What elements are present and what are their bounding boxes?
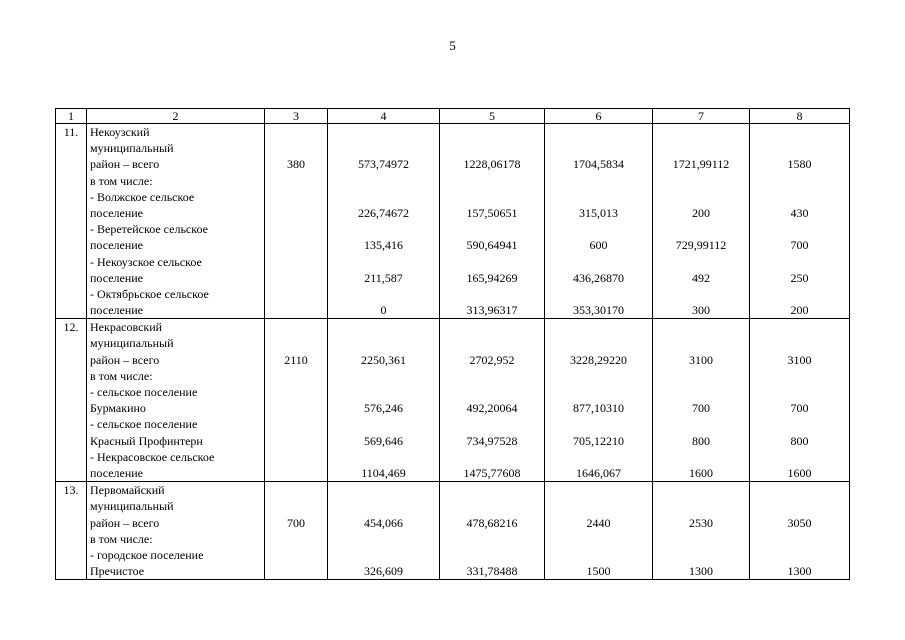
value-text: 734,97528 bbox=[466, 433, 518, 448]
value-text: 0 bbox=[380, 303, 387, 318]
value-text: 1300 bbox=[689, 564, 713, 579]
empty-line bbox=[443, 189, 541, 205]
empty-line bbox=[443, 319, 541, 335]
empty-line bbox=[268, 286, 324, 302]
empty-line bbox=[548, 221, 649, 237]
empty-line bbox=[268, 482, 324, 498]
row-number-text: 12. bbox=[63, 320, 79, 335]
column-header: 6 bbox=[545, 109, 653, 124]
row-name-line: муниципальный bbox=[90, 336, 174, 351]
value-text: 135,416 bbox=[364, 238, 403, 253]
empty-line bbox=[443, 547, 541, 563]
row-number bbox=[56, 124, 87, 319]
value-text: 315,013 bbox=[579, 205, 618, 220]
empty-line bbox=[548, 124, 649, 140]
row-name-line: муниципальный bbox=[90, 499, 174, 514]
value-text: 800 bbox=[692, 433, 710, 448]
empty-line bbox=[443, 286, 541, 302]
empty-line bbox=[753, 189, 846, 205]
value-text: 1500 bbox=[586, 564, 611, 579]
empty-line bbox=[443, 254, 541, 270]
value-text: 705,12210 bbox=[573, 433, 624, 448]
empty-line bbox=[656, 173, 746, 189]
empty-line bbox=[331, 368, 436, 384]
empty-line bbox=[656, 482, 746, 498]
value-text: 3228,29220 bbox=[570, 352, 627, 367]
empty-line bbox=[268, 531, 324, 547]
empty-line bbox=[331, 384, 436, 400]
value-cell-col-4 bbox=[328, 124, 440, 319]
empty-line bbox=[753, 368, 846, 384]
row-name-line: - Некрасовское сельское bbox=[90, 449, 215, 464]
row-number-text: 13. bbox=[63, 483, 79, 498]
empty-line bbox=[548, 189, 649, 205]
empty-line bbox=[268, 368, 324, 384]
value-text: 1721,99112 bbox=[672, 157, 730, 172]
row-name-line: - Волжское сельское bbox=[90, 189, 195, 204]
empty-line bbox=[443, 368, 541, 384]
column-header: 2 bbox=[87, 109, 265, 124]
value-cell-col-6 bbox=[545, 319, 653, 482]
empty-line bbox=[443, 482, 541, 498]
value-text: 1600 bbox=[787, 465, 812, 480]
row-name-line: в том числе: bbox=[90, 173, 153, 188]
value-text: 436,26870 bbox=[573, 270, 624, 285]
value-text: 200 bbox=[692, 205, 710, 220]
empty-line bbox=[656, 221, 746, 237]
empty-line bbox=[268, 547, 324, 563]
value-cell-col-7 bbox=[653, 482, 750, 580]
value-text: 250 bbox=[790, 270, 809, 285]
empty-line bbox=[548, 368, 649, 384]
value-text: 300 bbox=[692, 303, 710, 318]
row-name-line: Пречистое bbox=[90, 564, 145, 579]
value-cell-col-8 bbox=[750, 319, 850, 482]
empty-line bbox=[753, 416, 846, 432]
value-text: 157,50651 bbox=[466, 205, 518, 220]
row-name-line: Некоузский bbox=[90, 125, 150, 139]
empty-line bbox=[753, 498, 846, 514]
row-name-line: поселение bbox=[90, 303, 144, 318]
value-text: 2530 bbox=[689, 515, 713, 530]
value-text: 877,10310 bbox=[573, 401, 624, 416]
empty-line bbox=[548, 482, 649, 498]
table-row bbox=[56, 482, 850, 580]
empty-line bbox=[656, 286, 746, 302]
value-text: 165,94269 bbox=[466, 270, 518, 285]
empty-line bbox=[268, 173, 324, 189]
value-cell-col-3 bbox=[265, 482, 328, 580]
empty-line bbox=[656, 547, 746, 563]
empty-line bbox=[548, 384, 649, 400]
empty-line bbox=[753, 384, 846, 400]
column-header: 7 bbox=[653, 109, 750, 124]
empty-line bbox=[268, 189, 324, 205]
value-text: 226,74672 bbox=[358, 205, 409, 220]
value-text bbox=[268, 465, 324, 481]
empty-line bbox=[753, 286, 846, 302]
empty-line bbox=[443, 498, 541, 514]
empty-line bbox=[331, 189, 436, 205]
empty-line bbox=[331, 319, 436, 335]
empty-line bbox=[753, 531, 846, 547]
empty-line bbox=[443, 221, 541, 237]
row-name-line: район – всего bbox=[90, 515, 160, 530]
row-name-line: - Веретейское сельское bbox=[90, 222, 208, 237]
value-text: 573,74972 bbox=[358, 157, 409, 172]
value-text: 1600 bbox=[689, 465, 713, 480]
empty-line bbox=[331, 254, 436, 270]
empty-line bbox=[753, 254, 846, 270]
value-text: 2250,361 bbox=[361, 352, 406, 367]
row-name-line: район – всего bbox=[90, 352, 160, 367]
empty-line bbox=[656, 416, 746, 432]
empty-line bbox=[443, 335, 541, 351]
value-cell-col-5 bbox=[440, 319, 545, 482]
value-text: 430 bbox=[790, 205, 809, 220]
empty-line bbox=[331, 416, 436, 432]
empty-line bbox=[656, 368, 746, 384]
row-name bbox=[87, 319, 265, 482]
empty-line bbox=[753, 335, 846, 351]
empty-line bbox=[753, 449, 846, 465]
empty-line bbox=[443, 173, 541, 189]
table-row bbox=[56, 124, 850, 319]
value-text: 700 bbox=[692, 401, 710, 416]
empty-line bbox=[753, 124, 846, 140]
row-name-line: - городское поселение bbox=[90, 547, 204, 562]
value-text: 1104,469 bbox=[361, 465, 406, 480]
value-text: 1300 bbox=[787, 564, 812, 579]
column-header: 8 bbox=[750, 109, 850, 124]
row-name-line: - сельское поселение bbox=[90, 417, 198, 432]
empty-line bbox=[548, 254, 649, 270]
empty-line bbox=[548, 416, 649, 432]
empty-line bbox=[331, 531, 436, 547]
empty-line bbox=[268, 416, 324, 432]
value-text: 700 bbox=[790, 238, 809, 253]
value-text: 2702,952 bbox=[469, 352, 515, 367]
empty-line bbox=[753, 173, 846, 189]
value-text: 454,066 bbox=[364, 515, 403, 530]
empty-line bbox=[753, 319, 846, 335]
row-name-line: поселение bbox=[90, 465, 144, 480]
empty-line bbox=[548, 498, 649, 514]
value-text: 326,609 bbox=[364, 564, 403, 579]
value-cell-col-6 bbox=[545, 124, 653, 319]
empty-line bbox=[753, 547, 846, 563]
empty-line bbox=[656, 531, 746, 547]
empty-line bbox=[548, 547, 649, 563]
column-header: 5 bbox=[440, 109, 545, 124]
value-text: 2440 bbox=[586, 515, 611, 530]
value-text: 1646,067 bbox=[576, 465, 621, 480]
value-text: 729,99112 bbox=[675, 238, 727, 253]
row-name-line: - сельское поселение bbox=[90, 385, 198, 399]
value-text: 3100 bbox=[787, 352, 812, 367]
empty-line bbox=[268, 124, 324, 140]
empty-line bbox=[656, 449, 746, 465]
empty-line bbox=[268, 335, 324, 351]
value-cell-col-4 bbox=[328, 319, 440, 482]
empty-line bbox=[443, 531, 541, 547]
value-text: 800 bbox=[790, 433, 809, 448]
value-text: 1228,06178 bbox=[463, 157, 521, 172]
empty-line bbox=[753, 221, 846, 237]
value-text: 569,646 bbox=[364, 433, 403, 448]
empty-line bbox=[331, 140, 436, 156]
row-name-line: - Октябрьское сельское bbox=[90, 286, 209, 301]
empty-line bbox=[331, 286, 436, 302]
empty-line bbox=[268, 319, 324, 335]
value-text bbox=[268, 563, 324, 579]
value-cell-col-6 bbox=[545, 482, 653, 580]
empty-line bbox=[268, 254, 324, 270]
row-name-line: Некрасовский bbox=[90, 320, 163, 335]
value-cell-col-3 bbox=[265, 124, 328, 319]
row-name-line: Красный Профинтерн bbox=[90, 433, 203, 448]
row-name-line: в том числе: bbox=[90, 531, 153, 546]
value-text: 600 bbox=[589, 238, 608, 253]
empty-line bbox=[656, 124, 746, 140]
value-cell-col-7 bbox=[653, 124, 750, 319]
value-text: 331,78488 bbox=[466, 564, 518, 579]
table-header-row bbox=[56, 109, 850, 124]
page-number: 5 bbox=[449, 38, 456, 53]
value-cell-col-8 bbox=[750, 124, 850, 319]
empty-line bbox=[443, 140, 541, 156]
value-text: 700 bbox=[287, 515, 305, 530]
row-name bbox=[87, 124, 265, 319]
row-number bbox=[56, 482, 87, 580]
row-name-line: муниципальный bbox=[90, 141, 174, 156]
row-name-line: Бурмакино bbox=[90, 401, 146, 416]
column-header: 1 bbox=[56, 109, 87, 124]
empty-line bbox=[268, 449, 324, 465]
row-name-line: в том числе: bbox=[90, 368, 153, 383]
value-text: 1475,77608 bbox=[463, 465, 521, 480]
empty-line bbox=[656, 319, 746, 335]
empty-line bbox=[656, 498, 746, 514]
empty-line bbox=[548, 449, 649, 465]
empty-line bbox=[268, 140, 324, 156]
empty-line bbox=[753, 482, 846, 498]
value-text: 1704,5834 bbox=[573, 157, 624, 172]
table-row bbox=[56, 319, 850, 482]
empty-line bbox=[656, 384, 746, 400]
empty-line bbox=[656, 189, 746, 205]
value-text bbox=[268, 400, 324, 416]
value-text: 3050 bbox=[787, 515, 812, 530]
empty-line bbox=[548, 140, 649, 156]
empty-line bbox=[331, 498, 436, 514]
value-text: 200 bbox=[790, 303, 809, 318]
row-name-line: район – всего bbox=[90, 157, 160, 172]
value-text bbox=[268, 270, 324, 286]
column-header: 4 bbox=[328, 109, 440, 124]
empty-line bbox=[443, 416, 541, 432]
value-text: 590,64941 bbox=[466, 238, 518, 253]
value-text: 478,68216 bbox=[466, 515, 518, 530]
empty-line bbox=[268, 498, 324, 514]
row-number bbox=[56, 319, 87, 482]
row-name bbox=[87, 482, 265, 580]
value-text: 700 bbox=[790, 401, 809, 416]
empty-line bbox=[656, 335, 746, 351]
empty-line bbox=[548, 319, 649, 335]
value-text: 1580 bbox=[787, 157, 812, 172]
value-text: 492,20064 bbox=[466, 401, 518, 416]
value-cell-col-3 bbox=[265, 319, 328, 482]
empty-line bbox=[331, 449, 436, 465]
value-text: 576,246 bbox=[364, 401, 403, 416]
row-name-line: поселение bbox=[90, 205, 144, 220]
value-cell-col-8 bbox=[750, 482, 850, 580]
value-text bbox=[268, 237, 324, 253]
row-name-line: - Некоузское сельское bbox=[90, 254, 202, 269]
row-name-line: поселение bbox=[90, 270, 144, 285]
value-text bbox=[268, 433, 324, 449]
empty-line bbox=[443, 124, 541, 140]
row-name-line: поселение bbox=[90, 238, 144, 253]
empty-line bbox=[443, 449, 541, 465]
value-cell-col-7 bbox=[653, 319, 750, 482]
value-cell-col-4 bbox=[328, 482, 440, 580]
empty-line bbox=[656, 140, 746, 156]
value-text: 3100 bbox=[689, 352, 713, 367]
column-header: 3 bbox=[265, 109, 328, 124]
row-name-line: Первомайский bbox=[90, 483, 165, 498]
empty-line bbox=[548, 335, 649, 351]
empty-line bbox=[548, 173, 649, 189]
empty-line bbox=[443, 384, 541, 400]
value-cell-col-5 bbox=[440, 124, 545, 319]
empty-line bbox=[753, 140, 846, 156]
value-text: 2110 bbox=[284, 352, 308, 367]
empty-line bbox=[331, 221, 436, 237]
empty-line bbox=[268, 384, 324, 400]
empty-line bbox=[331, 335, 436, 351]
empty-line bbox=[548, 286, 649, 302]
value-cell-col-5 bbox=[440, 482, 545, 580]
data-table bbox=[55, 108, 850, 580]
value-text: 313,96317 bbox=[466, 303, 518, 318]
row-number-text: 11. bbox=[63, 125, 79, 139]
value-text: 380 bbox=[287, 157, 305, 172]
empty-line bbox=[268, 221, 324, 237]
empty-line bbox=[331, 124, 436, 140]
value-text: 492 bbox=[692, 270, 710, 285]
empty-line bbox=[331, 173, 436, 189]
value-text: 353,30170 bbox=[573, 303, 624, 318]
value-text: 211,587 bbox=[364, 270, 403, 285]
empty-line bbox=[656, 254, 746, 270]
value-text bbox=[268, 205, 324, 221]
empty-line bbox=[331, 482, 436, 498]
value-text bbox=[268, 302, 324, 318]
empty-line bbox=[548, 531, 649, 547]
table-body bbox=[56, 124, 850, 580]
empty-line bbox=[331, 547, 436, 563]
